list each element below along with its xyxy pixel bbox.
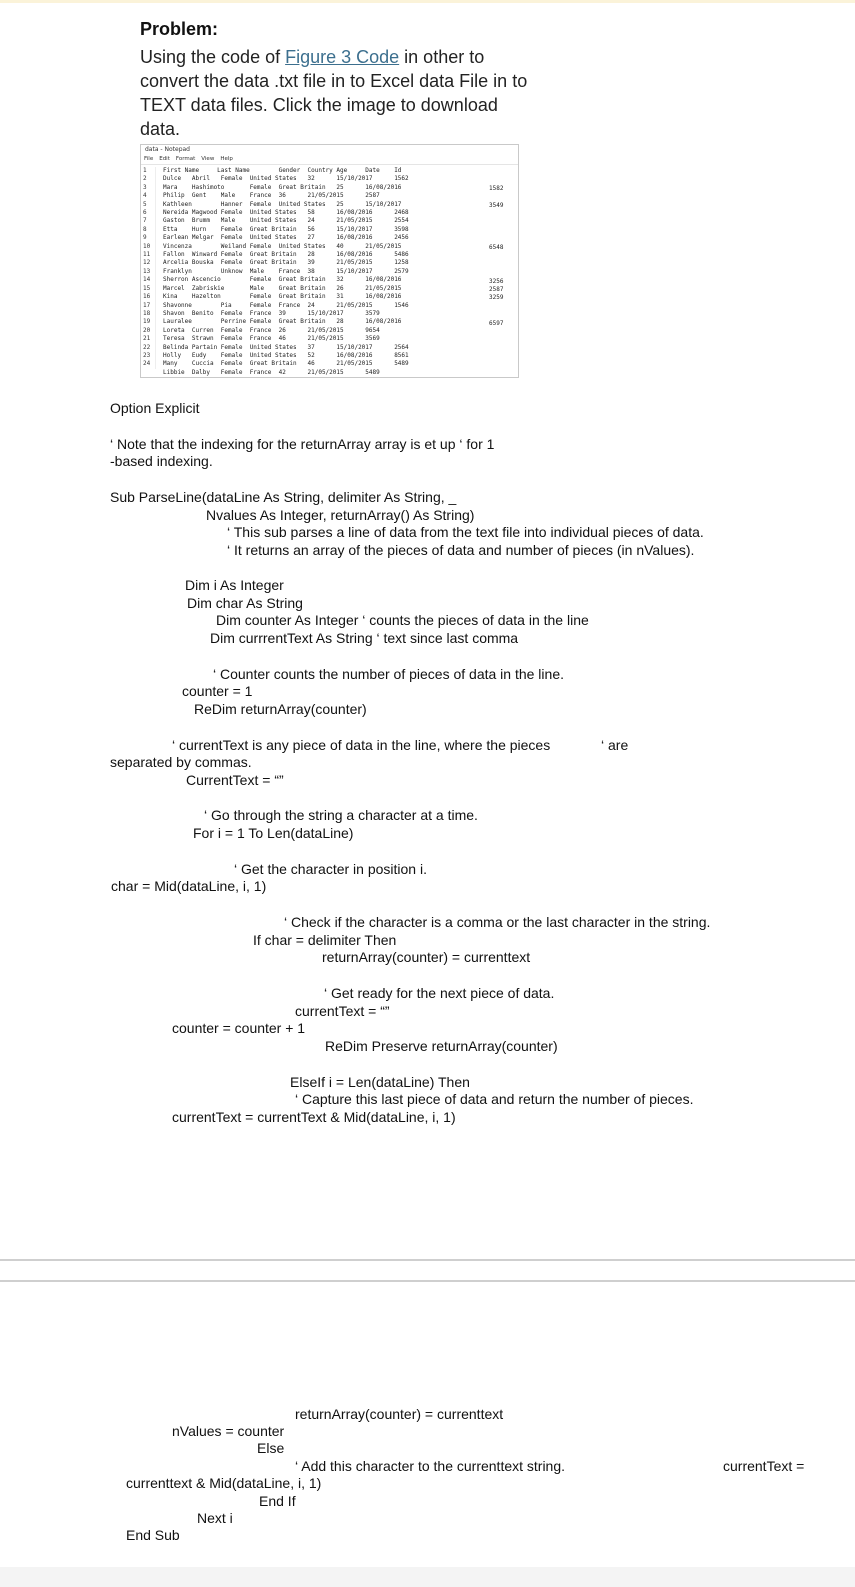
code-comment-are: ‘ are <box>601 737 629 753</box>
notepad-line-number: 5 <box>143 200 147 208</box>
notepad-line-number: 17 <box>143 301 151 309</box>
notepad-text-line: Fallon Winward Female Great Britain 28 16/08/2016 5486 <box>163 251 409 259</box>
notepad-text-line: Kina Hazelton Female Great Britain 31 16/08/2016 <box>163 293 402 301</box>
notepad-text-line: Shavon Benito Female France 39 15/10/2017 3579 <box>163 309 380 317</box>
notepad-line-number: 2 <box>143 175 147 183</box>
notepad-text-line: Etta Hurn Female Great Britain 56 15/10/2017 3598 <box>163 225 409 233</box>
notepad-line-number: 9 <box>143 234 147 242</box>
notepad-text-line: Kathleen Hanner Female United States 25 15/10/2017 <box>163 200 402 208</box>
figure-3-code-link[interactable]: Figure 3 Code <box>285 47 400 67</box>
code-elseif: ElseIf i = Len(dataLine) Then <box>290 1074 470 1090</box>
notepad-text-line: Gaston Brumm Male United States 24 21/05/2015 2554 <box>163 217 409 225</box>
notepad-menu-view: View <box>201 156 215 162</box>
notepad-line-number: 19 <box>143 318 151 326</box>
top-accent-bar <box>0 0 855 3</box>
problem-title: Problem: <box>140 19 219 39</box>
notepad-text-line: Nereida Magwood Female United States 58 16/08/2016 2468 <box>163 209 409 217</box>
notepad-text-line: Holly Eudy Female United States 52 16/08/2016 8561 <box>163 351 409 359</box>
notepad-line-number: 16 <box>143 293 151 301</box>
notepad-text-line: Many Cuccia Female Great Britain 46 21/05/2015 5489 <box>163 360 409 368</box>
notepad-menu-bar <box>141 155 518 165</box>
code-comment-note-line1: ‘ Note that the indexing for the returnArray array is et up ‘ for 1 <box>110 436 495 452</box>
notepad-line-number: 10 <box>143 242 151 250</box>
notepad-text-line: Philip Gent Male France 36 21/05/2015 2587 <box>163 192 380 200</box>
code-counter-init: counter = 1 <box>182 683 253 699</box>
notepad-window-title: data - Notepad <box>145 146 190 153</box>
code-comment-go-through: ‘ Go through the string a character at a time. <box>204 807 478 823</box>
notepad-text-line: Sherron Ascencio Female Great Britain 32 16/08/2016 <box>163 276 402 284</box>
code-redim-preserve: ReDim Preserve returnArray(counter) <box>325 1038 558 1054</box>
notepad-text-line: Marcel Zabriskie Male Great Britain 26 21/05/2015 <box>163 284 402 292</box>
code-comment-add-char: ‘ Add this character to the currenttext string. <box>295 1458 566 1474</box>
notepad-text-line: First Name Last Name Gender Country Age Date Id <box>163 167 402 174</box>
code-char-mid: char = Mid(dataLine, i, 1) <box>111 878 267 894</box>
code-return-array-assign: returnArray(counter) = currenttext <box>322 949 531 965</box>
notepad-line-number: 20 <box>143 326 151 334</box>
code-comment-counter: ‘ Counter counts the number of pieces of data in the line. <box>213 666 564 682</box>
notepad-extra-id: 6548 <box>489 244 504 251</box>
intro-text-after: in other to convert the data .txt file in to Excel data File in to TEXT data files. Click the image to download data. <box>140 47 528 139</box>
notepad-line-number: 11 <box>143 251 151 259</box>
code-sub-declaration-line2: Nvalues As Integer, returnArray() As String) <box>206 507 475 523</box>
notepad-line-numbers <box>141 167 156 369</box>
code-comment-capture: ‘ Capture this last piece of data and return the number of pieces. <box>295 1091 694 1107</box>
code-dim-currenttext: Dim currrentText As String ‘ text since last comma <box>210 630 519 646</box>
code-end-if: End If <box>259 1493 296 1509</box>
notepad-line-number: 21 <box>143 335 151 343</box>
code-option-explicit: Option Explicit <box>110 400 200 416</box>
code-comment-get-char: ‘ Get the character in position i. <box>234 861 427 877</box>
code-dim-char: Dim char As String <box>187 595 303 611</box>
code-comment-get-ready: ‘ Get ready for the next piece of data. <box>324 985 555 1001</box>
notepad-extra-id: 2587 <box>489 286 504 293</box>
code-currenttext-equals: currentText = <box>723 1458 805 1474</box>
notepad-extra-id: 6597 <box>489 320 504 327</box>
notepad-text-line: Libbie Dalby Female France 42 21/05/2015 5489 <box>163 368 380 376</box>
notepad-line-number: 7 <box>143 217 147 225</box>
code-if-delimiter: If char = delimiter Then <box>253 932 397 948</box>
notepad-text-line: Teresa Strawn Female France 46 21/05/2015 3569 <box>163 335 380 343</box>
notepad-text-line: Arcelia Bouska Female Great Britain 39 21/05/2015 1258 <box>163 259 409 267</box>
code-comment-returns: ‘ It returns an array of the pieces of data and number of pieces (in nValues). <box>227 542 695 558</box>
code-comment-check: ‘ Check if the character is a comma or the last character in the string. <box>284 914 711 930</box>
code-currenttext-init: CurrentText = “” <box>186 772 284 788</box>
notepad-text-line: Lauralee Perrine Female Great Britain 28 16/08/2016 <box>163 318 402 326</box>
notepad-menu-edit: Edit <box>159 156 170 162</box>
code-redim: ReDim returnArray(counter) <box>194 701 367 717</box>
notepad-text-line: Franklyn Unknow Male France 38 15/10/2017 2579 <box>163 267 409 275</box>
code-comment-parses: ‘ This sub parses a line of data from the text file into individual pieces of data. <box>227 524 704 540</box>
notepad-line-number: 8 <box>143 225 147 233</box>
notepad-text-line: Shavonne Pia Female France 24 21/05/2015 1546 <box>163 301 409 309</box>
bottom-bar <box>0 1567 855 1587</box>
code-nvalues-assign: nValues = counter <box>172 1423 285 1439</box>
notepad-text-line: Loreta Curren Female France 26 21/05/2015 9654 <box>163 326 380 334</box>
notepad-extra-id: 3259 <box>489 294 504 301</box>
notepad-line-number: 4 <box>143 192 147 200</box>
notepad-text-line: Vincenza Weiland Female United States 40 21/05/2015 <box>163 242 402 250</box>
code-end-sub: End Sub <box>126 1527 180 1543</box>
notepad-text-line: Belinda Partain Female United States 37 15/10/2017 2564 <box>163 343 409 351</box>
notepad-line-number: 1 <box>143 167 147 174</box>
code-comment-note-line2: -based indexing. <box>110 453 213 469</box>
notepad-line-number: 18 <box>143 309 151 317</box>
notepad-line-number: 23 <box>143 351 151 359</box>
code-currenttext-mid: currenttext & Mid(dataLine, i, 1) <box>126 1475 322 1491</box>
notepad-line-number: 12 <box>143 259 151 267</box>
code-return-array-assign-last: returnArray(counter) = currenttext <box>295 1406 504 1422</box>
code-currenttext-concat: currentText = currentText & Mid(dataLine, i, 1) <box>172 1109 456 1125</box>
notepad-line-number: 24 <box>143 360 151 368</box>
notepad-text-line: Earlean Melgar Female United States 27 16/08/2016 2456 <box>163 234 409 242</box>
notepad-extra-id: 3256 <box>489 278 504 285</box>
code-else: Else <box>257 1440 285 1456</box>
code-for-loop: For i = 1 To Len(dataLine) <box>193 825 354 841</box>
code-comment-separated: separated by commas. <box>110 754 252 770</box>
notepad-menu-help: Help <box>220 156 233 162</box>
intro-text-before: Using the code of <box>140 47 286 67</box>
notepad-line-number: 22 <box>143 343 151 351</box>
code-next-i: Next i <box>197 1510 233 1526</box>
notepad-data-image[interactable] <box>140 144 519 378</box>
code-comment-currenttext: ‘ currentText is any piece of data in the line, where the pieces <box>172 737 551 753</box>
notepad-line-number: 3 <box>143 183 147 191</box>
page-separator-bottom <box>0 1280 855 1282</box>
code-sub-declaration-line1: Sub ParseLine(dataLine As String, delimiter As String, _ <box>110 489 457 505</box>
code-counter-increment: counter = counter + 1 <box>172 1020 306 1036</box>
notepad-text-line: Dulce Abril Female United States 32 15/10/2017 1562 <box>163 175 409 183</box>
code-dim-i: Dim i As Integer <box>185 577 284 593</box>
notepad-text-area <box>141 165 518 377</box>
problem-intro <box>140 45 540 141</box>
notepad-text-lines <box>163 167 409 377</box>
notepad-line-number: 6 <box>143 209 147 217</box>
notepad-line-number: 13 <box>143 267 151 275</box>
notepad-menu-file: File <box>144 156 154 162</box>
code-dim-counter: Dim counter As Integer ‘ counts the pieces of data in the line <box>216 612 589 628</box>
notepad-text-line: Mara Hashimoto Female Great Britain 25 16/08/2016 <box>163 183 402 191</box>
code-currenttext-reset: currentText = “” <box>295 1003 390 1019</box>
notepad-line-number: 14 <box>143 276 151 284</box>
notepad-extra-id: 3549 <box>489 202 504 209</box>
notepad-menu-format: Format <box>175 156 196 162</box>
page-separator-top <box>0 1259 855 1261</box>
notepad-extra-id: 1582 <box>489 185 504 192</box>
notepad-line-number: 15 <box>143 284 151 292</box>
